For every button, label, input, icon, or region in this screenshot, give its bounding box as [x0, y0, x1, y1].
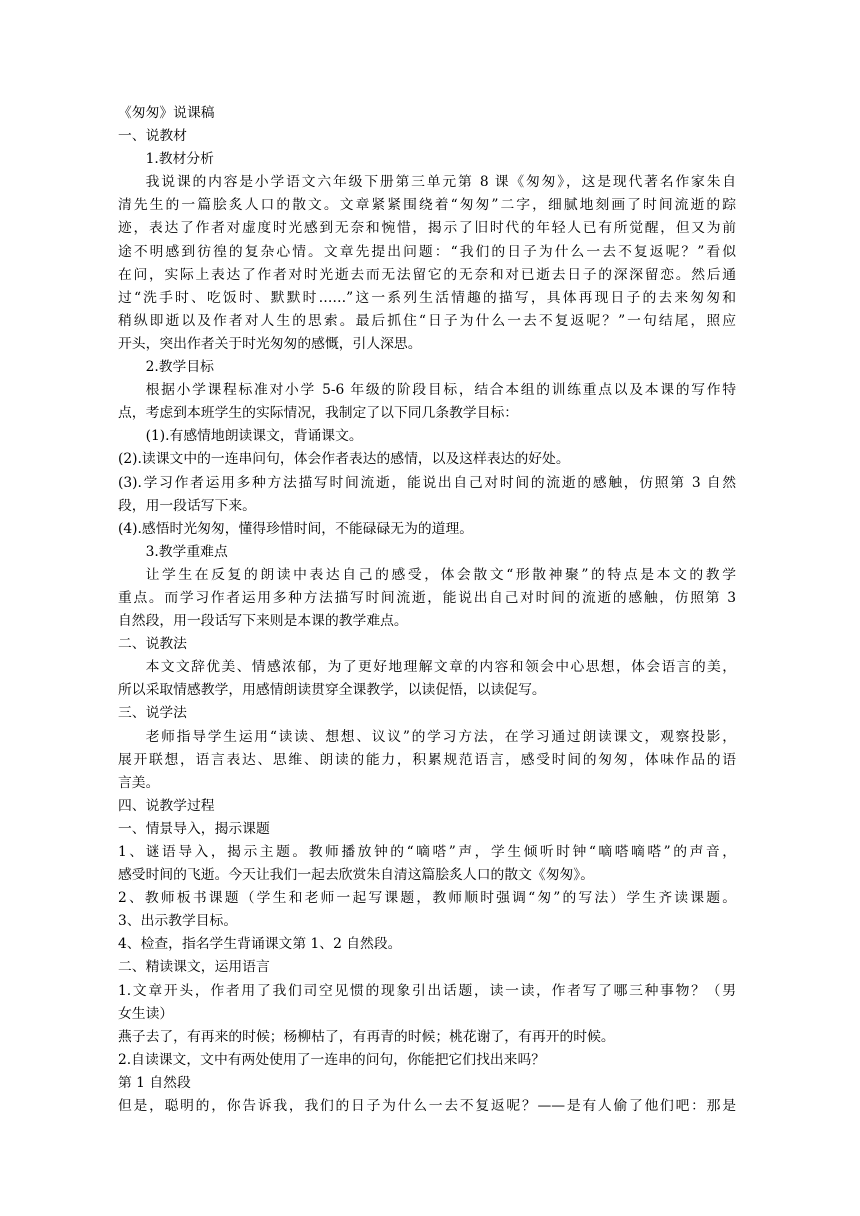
text-line: (2).读课文中的一连串问句，体会作者表达的感情，以及这样表达的好处。	[118, 451, 570, 468]
text-line: 过“洗手时、吃饭时、默默时……”这一系列生活情趣的描写，具体再现日子的去来匆匆和	[118, 289, 736, 306]
text-line: 让学生在反复的朗读中表达自己的感受，体会散文“形散神聚”的特点是本文的教学	[145, 566, 736, 583]
text-line: 根据小学课程标准对小学 5-6 年级的阶段目标，结合本组的训练重点以及本课的写作特	[145, 382, 736, 399]
text-line: 开头，突出作者关于时光匆匆的感慨，引人深思。	[118, 335, 422, 352]
text-line: 3、出示教学目标。	[118, 913, 238, 930]
text-line: 2.教学目标	[145, 359, 214, 376]
text-line: 第 1 自然段	[118, 1074, 191, 1091]
text-line: 2、教师板书课题（学生和老师一起写课题，教师顺时强调“匆”的写法）学生齐读课题。	[118, 890, 736, 907]
text-line: (4).感悟时光匆匆，懂得珍惜时间，不能碌碌无为的道理。	[118, 520, 474, 537]
text-line: 1.文章开头，作者用了我们司空见惯的现象引出话题，读一读，作者写了哪三种事物？（男	[118, 982, 736, 999]
text-line: 1.教材分析	[145, 151, 214, 168]
text-line: 二、精读课文，运用语言	[118, 959, 270, 976]
text-line: 4、检查，指名学生背诵课文第 1、2 自然段。	[118, 936, 402, 953]
text-line: 四、说教学过程	[118, 797, 215, 814]
text-line: 重点。而学习作者运用多种方法描写时间流逝，能说出自己对时间的流逝的感触，仿照第 3	[118, 589, 736, 606]
text-line: 途不明感到彷徨的复杂心情。文章先提出问题：“我们的日子为什么一去不复返呢？”看似	[118, 243, 736, 260]
text-line: 在问，实际上表达了作者对时光逝去而无法留它的无奈和对已逝去日子的深深留恋。然后通	[118, 266, 736, 283]
text-line: 感受时间的飞逝。今天让我们一起去欣赏朱自清这篇脍炙人口的散文《匆匆》。	[118, 867, 594, 884]
text-line: 稍纵即逝以及作者对人生的思索。最后抓住“日子为什么一去不复返呢？”一句结尾，照应	[118, 312, 736, 329]
text-line: 女生读）	[118, 1005, 174, 1022]
text-line: 所以采取情感教学，用感情朗读贯穿全课教学，以读促悟，以读促写。	[118, 682, 546, 699]
text-line: 迹，表达了作者对虚度时光感到无奈和惋惜，揭示了旧时代的年轻人已有所觉醒，但又为前	[118, 220, 736, 237]
text-line: 一、说教材	[118, 128, 187, 145]
text-line: 1、谜语导入，揭示主题。教师播放钟的“嘀嗒”声，学生倾听时钟“嘀嗒嘀嗒”的声音，	[118, 844, 736, 860]
text-line: (3).学习作者运用多种方法描写时间流逝，能说出自己对时间的流逝的感触，仿照第 3 自然	[118, 474, 736, 491]
text-line: 2.自读课文，文中有两处使用了一连串的问句，你能把它们找出来吗？	[118, 1051, 546, 1068]
document-page	[118, 102, 736, 1118]
text-line: 3.教学重难点	[145, 543, 228, 560]
text-line: 本文文辞优美、情感浓郁，为了更好地理解文章的内容和领会中心思想，体会语言的美，	[145, 659, 736, 676]
text-line: 老师指导学生运用“读读、想想、议议”的学习方法，在学习通过朗读课文，观察投影，	[145, 728, 736, 745]
text-line: 自然段，用一段话写下来则是本课的教学难点。	[118, 613, 408, 630]
text-line: 一、情景导入，揭示课题	[118, 820, 270, 837]
text-line: 燕子去了，有再来的时候；杨柳枯了，有再青的时候；桃花谢了，有再开的时候。	[118, 1028, 615, 1045]
text-line: 言美。	[118, 774, 160, 791]
text-line: 二、说教法	[118, 636, 187, 653]
text-line: 点，考虑到本班学生的实际情况，我制定了以下同几条教学目标：	[118, 405, 519, 422]
text-line: 三、说学法	[118, 705, 187, 722]
text-line: 但是，聪明的，你告诉我，我们的日子为什么一去不复返呢？——是有人偷了他们吧：那是	[118, 1098, 736, 1115]
text-line: 《匆匆》说课稿	[118, 105, 215, 121]
text-line: 展开联想，语言表达、思维、朗读的能力，积累规范语言，感受时间的匆匆，体味作品的语	[118, 751, 736, 768]
text-line: 段，用一段话写下来。	[118, 497, 256, 514]
text-line: 清先生的一篇脍炙人口的散文。文章紧紧围绕着“匆匆”二字，细腻地刻画了时间流逝的踪	[118, 197, 736, 214]
text-line: 我说课的内容是小学语文六年级下册第三单元第 8 课《匆匆》，这是现代著名作家朱自	[145, 174, 736, 191]
text-line: (1).有感情地朗读课文，背诵课文。	[145, 428, 363, 445]
